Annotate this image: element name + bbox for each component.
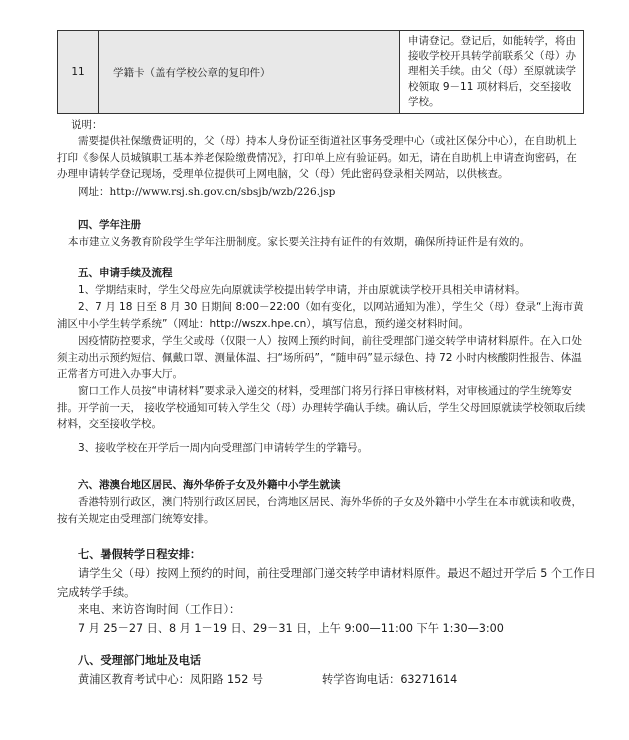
row-note: 申请登记。登记后，如能转学，将由接收学校开具转学前联系父（母）办理相关手续。由父（母）至原就读学校领取 9－11 项材料后，交至接收学校。 — [400, 31, 584, 114]
sec5-p5: 3、接收学校在开学后一周内向受理部门申请转学生的学籍号。 — [78, 442, 369, 454]
sec4-title: 四、学年注册 — [78, 219, 141, 231]
sec5-p1: 1、学期结束时，学生父母应先向原就读学校提出转学申请，并由原就读学校开具相关申请材料。 — [78, 284, 526, 296]
sec5-title: 五、申请手续及流程 — [78, 267, 173, 279]
table-row — [58, 31, 584, 114]
sec4-body: 本市建立义务教育阶段学生学年注册制度。家长要关注持有证件的有效期，确保所持证件是有效的。 — [68, 236, 530, 248]
row-item: 学籍卡（盖有学校公章的复印件） — [99, 31, 400, 114]
materials-table — [57, 30, 584, 114]
sec6-title: 六、港澳台地区居民、海外华侨子女及外籍中小学生就读 — [78, 479, 341, 491]
sec5-p4: 窗口工作人员按“申请材料”要求录入递交的材料，受理部门将另行择日审核材料，对审核通过的学生统筹安排。开学前一天， 接收学校通知可转入学生父（母）办理转学确认手续。确认后，学生父母回原就读学校领取后续材料，交至接收学校。 — [57, 385, 586, 430]
sec6-body: 香港特别行政区，澳门特别行政区居民，台湾地区居民、海外华侨的子女及外籍中小学生在本市就读和收费，按有关规定由受理部门统筹安排。 — [57, 496, 582, 525]
row-number: 11 — [58, 31, 99, 114]
sec8-title: 八、受理部门地址及电话 — [78, 654, 202, 667]
sec7-hours: 7 月 25－27 日、8 月 1－19 日、29－31 日，上午 9:00—11:00 下午 1:30—3:00 — [78, 622, 504, 635]
explain-label: 说明： — [71, 119, 103, 131]
sec5-p3: 因疫情防控要求，学生父或母（仅限一人）按网上预约时间，前往受理部门递交转学申请材料原件。在入口处须主动出示预约短信、佩戴口罩、测量体温、扫“场所码”，“随申码”显示绿色、持 72 小时内核酸阴性报告、体温正常者方可进入办事大厅。 — [57, 335, 582, 380]
sec7-title: 七、暑假转学日程安排： — [78, 548, 202, 561]
explain-body: 需要提供社保缴费证明的，父（母）持本人身份证至街道社区事务受理中心（或社区保分中心），在自助机上打印《参保人员城镇职工基本养老保险缴费情况》，打印单上应有验证码。如无，请在自助机上申请查询密码，在办理申请转学登记现场，受理单位提供可上网电脑，父（母）凭此密码登录相关网站，以供核查。 — [57, 135, 577, 180]
sec8-address: 黄浦区教育考试中心：凤阳路 152 号 — [78, 673, 264, 686]
sec7-body: 请学生父（母）按网上预约的时间，前往受理部门递交转学申请材料原件。最迟不超过开学后 5 个工作日完成转学手续。 — [57, 567, 596, 599]
sec8-phone: 转学咨询电话：63271614 — [322, 673, 458, 686]
sec7-hours-label: 来电、来访咨询时间（工作日）： — [78, 603, 241, 616]
explain-url[interactable]: 网址：http://www.rsj.sh.gov.cn/sbsjb/wzb/226.jsp — [78, 186, 336, 198]
sec5-p2: 2、7 月 18 日至 8 月 30 日期间 8:00－22:00（如有变化，以网站通知为准），学生父（母）登录“上海市黄浦区中小学生转学系统”（网址：http://wszx.hpe.cn），填写信息，预约递交材料时间。 — [57, 301, 584, 330]
